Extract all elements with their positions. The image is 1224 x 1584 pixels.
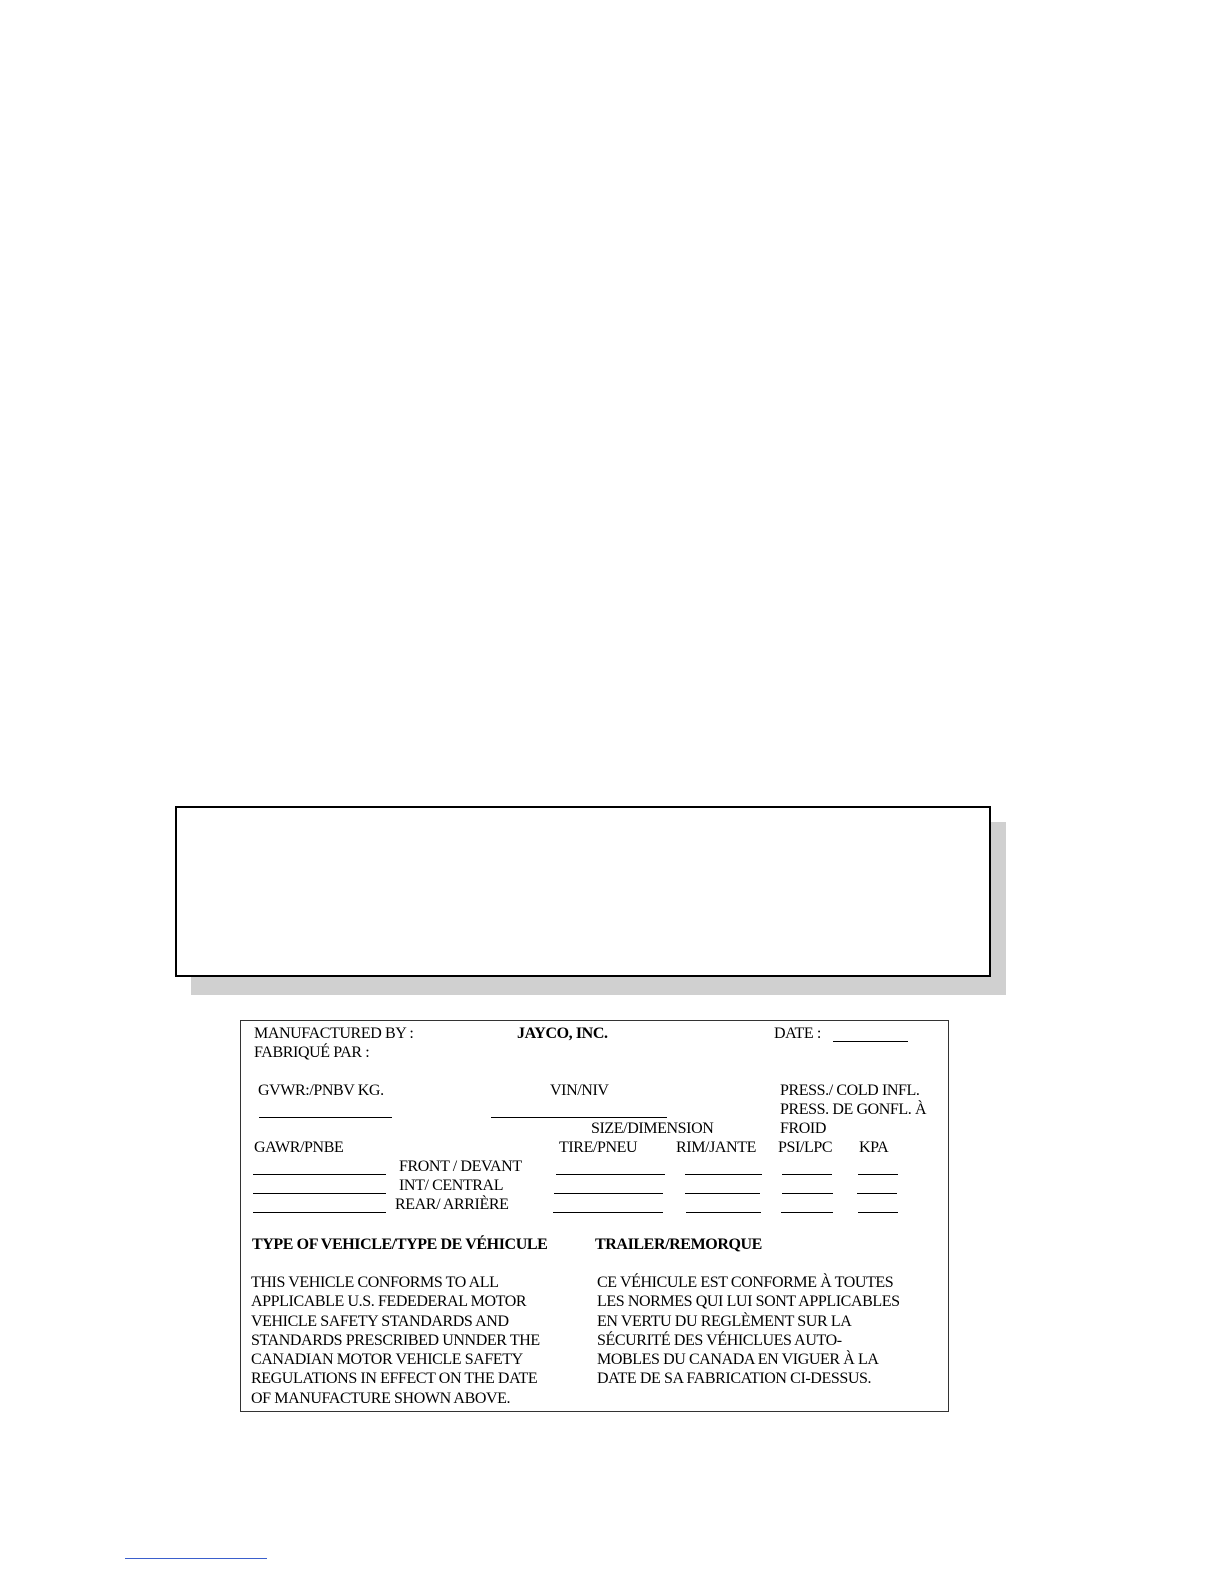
- vehicle-type-label: TYPE OF VEHICLE/TYPE DE VÉHICULE: [252, 1236, 548, 1253]
- rim-header: RIM/JANTE: [676, 1139, 756, 1156]
- tire-int-blank[interactable]: [554, 1193, 663, 1194]
- gawr-rear-blank[interactable]: [253, 1212, 386, 1213]
- tire-header: TIRE/PNEU: [559, 1139, 638, 1156]
- psi-rear-blank[interactable]: [781, 1212, 833, 1213]
- pressure-label-line2: PRESS. DE GONFL. À: [780, 1101, 927, 1118]
- psi-int-blank[interactable]: [782, 1193, 833, 1194]
- axle-int-label: INT/ CENTRAL: [399, 1177, 504, 1194]
- axle-rear-label: REAR/ ARRIÈRE: [395, 1196, 509, 1213]
- manufacturer-name: JAYCO, INC.: [517, 1025, 608, 1042]
- conformity-statement-en: THIS VEHICLE CONFORMS TO ALL APPLICABLE U.S. FEDEDERAL MOTOR VEHICLE SAFETY STANDARDS AND STANDARDS PRESCRIBED UNNDER THE CANADIAN MOTOR VEHICLE SAFETY REGULATIONS IN EFFECT ON THE DATE OF MANUFACTURE SHOWN ABOVE.: [251, 1274, 540, 1407]
- psi-front-blank[interactable]: [782, 1174, 832, 1175]
- gawr-front-blank[interactable]: [253, 1174, 386, 1175]
- certification-label: [240, 1020, 949, 1412]
- psi-header: PSI/LPC: [778, 1139, 833, 1156]
- rim-rear-blank[interactable]: [686, 1212, 761, 1213]
- rim-front-blank[interactable]: [685, 1174, 762, 1175]
- rim-int-blank[interactable]: [685, 1193, 760, 1194]
- axle-front-label: FRONT / DEVANT: [399, 1158, 522, 1175]
- vehicle-type-value: TRAILER/REMORQUE: [595, 1236, 762, 1253]
- size-dimension-label: SIZE/DIMENSION: [591, 1120, 714, 1137]
- date-blank[interactable]: [833, 1041, 908, 1042]
- tire-front-blank[interactable]: [556, 1174, 665, 1175]
- kpa-int-blank[interactable]: [857, 1193, 897, 1194]
- kpa-front-blank[interactable]: [858, 1174, 898, 1175]
- gvwr-label: GVWR:/PNBV KG.: [258, 1082, 384, 1099]
- pressure-label-line1: PRESS./ COLD INFL.: [780, 1082, 920, 1099]
- blank-frame: [175, 806, 991, 977]
- manufactured-by-label: MANUFACTURED BY :: [254, 1025, 414, 1042]
- pressure-label-line3: FROID: [780, 1120, 827, 1137]
- vin-label: VIN/NIV: [550, 1082, 609, 1099]
- gvwr-blank[interactable]: [259, 1117, 392, 1118]
- vin-blank[interactable]: [491, 1117, 667, 1118]
- gawr-int-blank[interactable]: [253, 1193, 386, 1194]
- conformity-statement-fr: CE VÉHICULE EST CONFORME À TOUTES LES NORMES QUI LUI SONT APPLICABLES EN VERTU DU REGLÈMENT SUR LA SÉCURITÉ DES VÉHICLUES AUTO- MOBLES DU CANADA EN VIGUER À LA DATE DE SA FABRICATION CI-DESSUS.: [597, 1274, 900, 1388]
- tire-rear-blank[interactable]: [553, 1212, 663, 1213]
- footnote-separator: [125, 1558, 267, 1559]
- kpa-rear-blank[interactable]: [858, 1212, 898, 1213]
- date-label: DATE :: [774, 1025, 821, 1042]
- fabrique-par-label: FABRIQUÉ PAR :: [254, 1044, 370, 1061]
- kpa-header: KPA: [859, 1139, 889, 1156]
- gawr-label: GAWR/PNBE: [254, 1139, 344, 1156]
